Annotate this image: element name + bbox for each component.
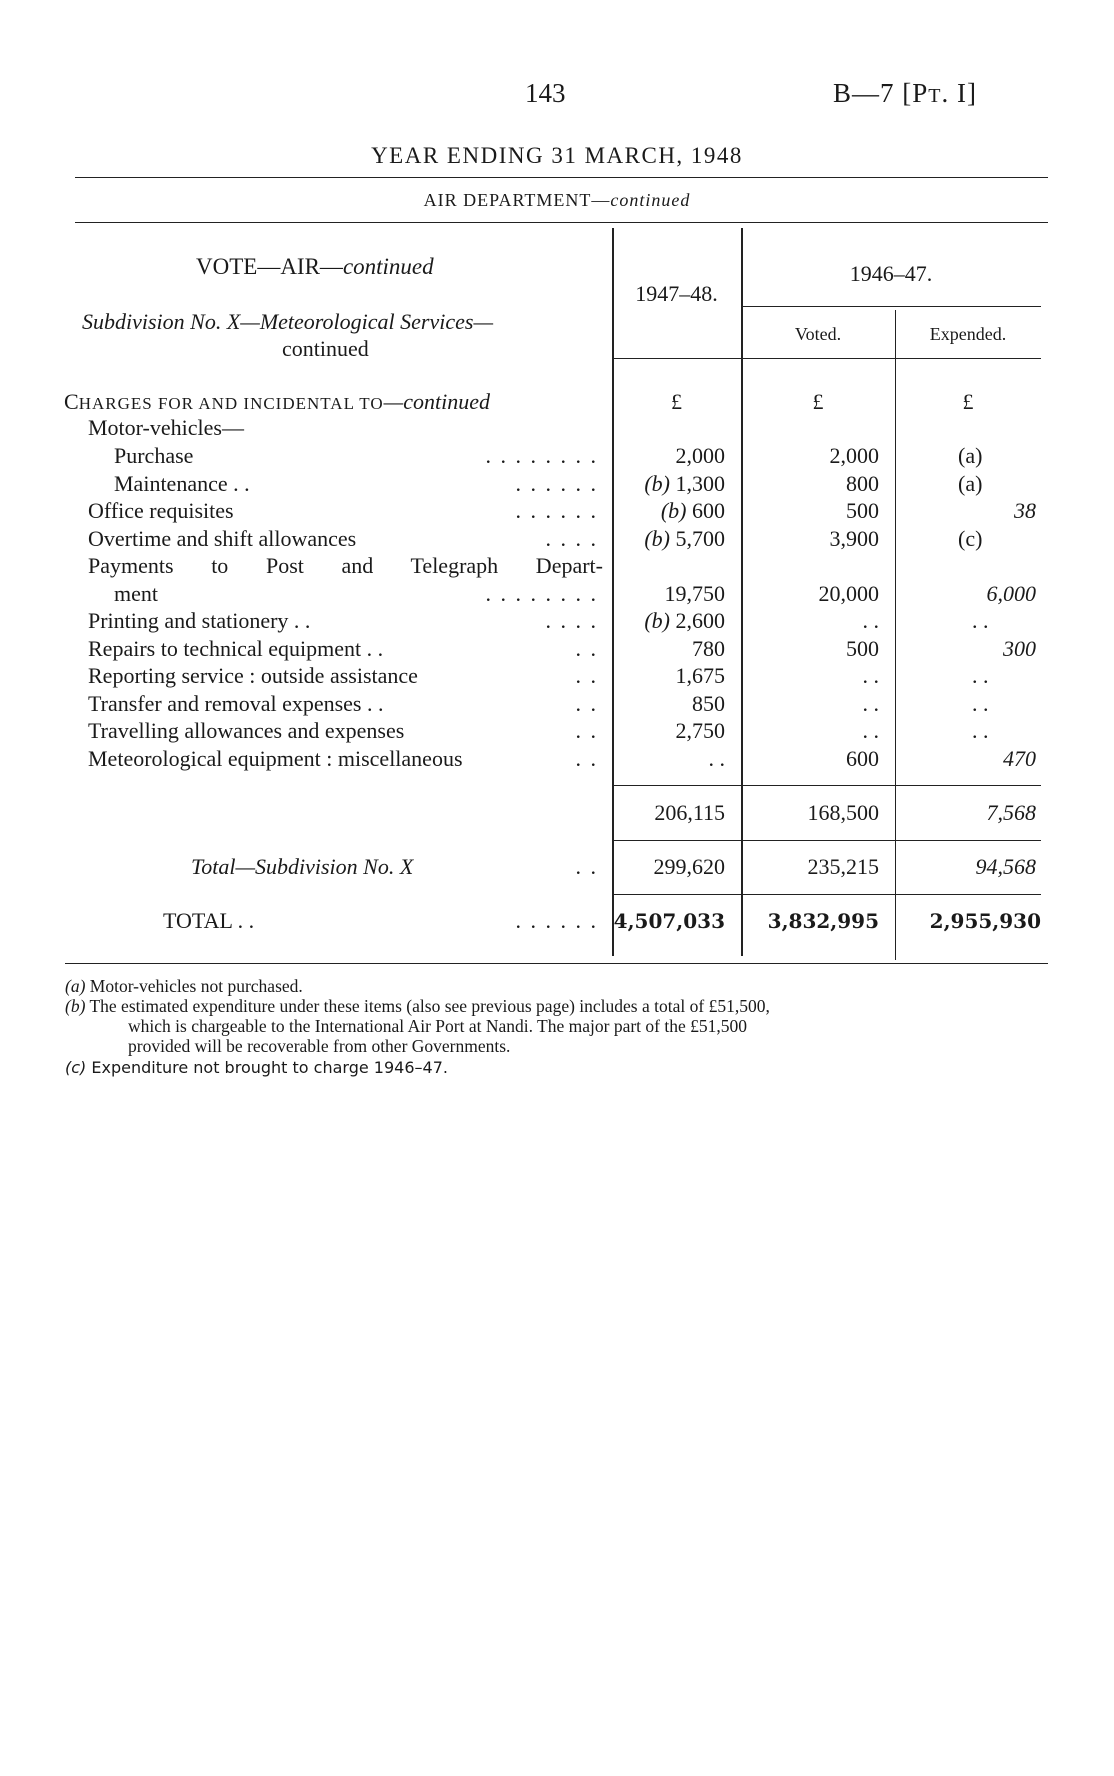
row-leader: . . [575,663,598,688]
currency-estimate: £ [671,389,682,414]
row-estimate: (b) 1,300 [644,471,725,496]
row-estimate: 2,750 [675,718,725,743]
department-title: AIR DEPARTMENT—continued [423,190,691,210]
total-subdivision-voted: 235,215 [807,854,879,879]
row-voted: . . [862,663,879,688]
total-subdivision-expended: 94,568 [975,854,1036,879]
row-expended: (c) [958,526,983,551]
subdivision-title: Subdivision No. X—Meteorological Services— [82,309,494,334]
row-estimate: (b) 600 [660,498,725,523]
row-expended: 300 [1003,636,1036,661]
row-leader: . . [575,636,598,661]
footnote-rule [65,963,1048,964]
row-expended: (a) [958,443,983,468]
row-label: Office requisites [88,498,234,523]
row-estimate: (b) 5,700 [644,526,725,551]
row-label: Payments to Post and Telegraph Depart- [88,553,603,578]
grand-total-leader: . . . . . . [515,908,598,933]
row-label: Maintenance . . [114,471,250,496]
footnote-a: (a) Motor-vehicles not purchased. [65,976,303,996]
row-expended: . . [972,663,989,688]
row-expended: (a) [958,471,983,496]
subdivision-continued: continued [282,336,369,361]
column-rule-estimate [612,228,614,956]
currency-voted: £ [812,389,824,414]
row-label: Meteorological equipment : miscellaneous [88,746,463,771]
year-title: YEAR ENDING 31 MARCH, 1948 [371,143,743,168]
column-header-previous-year: 1946–47. [849,261,933,286]
total-subdivision-leader: . . [575,854,598,879]
row-leader: . . [575,691,598,716]
row-estimate: 780 [692,636,725,661]
row-voted: 500 [846,498,879,523]
row-leader: . . . . . . [515,471,598,496]
page-number: 143 [525,78,566,108]
row-expended: 6,000 [986,581,1036,606]
footnote-b-line-2: which is chargeable to the International Air Port at Nandi. The major part of the £51,500 [128,1016,747,1036]
row-expended: . . [972,718,989,743]
subtotal-estimate: 206,115 [654,800,725,825]
column-header-rule [612,358,1041,359]
row-label: Printing and stationery . . [88,608,311,633]
motor-vehicles-heading: Motor-vehicles— [88,415,244,440]
row-label: Transfer and removal expenses . . [88,691,384,716]
total-top-rule [612,894,1041,895]
currency-expended: £ [962,389,974,414]
vote-title: VOTE—AIR—continued [196,254,434,279]
row-estimate: (b) 2,600 [644,608,725,633]
row-estimate: . . [708,746,725,771]
row-voted: 600 [846,746,879,771]
row-label: ment [114,581,158,606]
row-estimate: 850 [692,691,725,716]
row-estimate: 1,675 [675,663,725,688]
total-subdivision-estimate: 299,620 [653,854,725,879]
page-reference: B—7 [PT. I] [833,78,977,108]
row-label: Purchase [114,443,194,468]
row-voted: 2,000 [829,443,879,468]
total-subdivision-label: Total—Subdivision No. X [191,854,414,879]
column-header-expended: Expended. [929,324,1007,344]
footnote-b-line-3: provided will be recoverable from other Governments. [128,1036,511,1056]
row-estimate: 2,000 [675,443,725,468]
subtotal-bottom-rule [612,840,1041,841]
row-voted: . . [862,718,879,743]
footnote-c: (c) Expenditure not brought to charge 1946–47. [65,1058,448,1077]
column-header-voted: Voted. [794,324,842,344]
year-header-rule [741,306,1041,307]
row-leader: . . . . . . [515,498,598,523]
subtotal-top-rule [612,785,1041,786]
row-expended: 38 [1014,498,1036,523]
row-voted: 20,000 [818,581,879,606]
row-leader: . . [575,746,598,771]
row-expended: 470 [1003,746,1036,771]
grand-total-label: TOTAL . . [163,908,255,933]
row-voted: 500 [846,636,879,661]
row-leader: . . [575,718,598,743]
row-label: Repairs to technical equipment . . [88,636,384,661]
row-label: Overtime and shift allowances [88,526,357,551]
row-voted: 3,900 [829,526,879,551]
charges-heading: CHARGES FOR AND INCIDENTAL TO—continued [64,389,490,414]
row-voted: . . [862,608,879,633]
row-leader: . . . . [545,526,598,551]
footnote-b: (b) The estimated expenditure under these items (also see previous page) includes a total of £51,500, [65,996,770,1016]
subtotal-expended: 7,568 [986,800,1036,825]
grand-total-estimate: 4,507,033 [613,909,725,933]
row-estimate: 19,750 [664,581,725,606]
row-expended: . . [972,691,989,716]
row-leader: . . . . . . . . [485,443,598,468]
grand-total-expended: 2,955,930 [929,909,1041,933]
row-voted: . . [862,691,879,716]
row-label: Travelling allowances and expenses [88,718,405,743]
subtotal-voted: 168,500 [807,800,879,825]
row-voted: 800 [846,471,879,496]
column-header-estimate: 1947–48. [635,281,718,306]
row-label: Reporting service : outside assistance [88,663,418,688]
row-expended: . . [972,608,989,633]
row-leader: . . . . . . . . [485,581,598,606]
row-leader: . . . . [545,608,598,633]
department-rule [75,222,1048,223]
grand-total-voted: 3,832,995 [767,909,879,933]
header-rule [75,177,1048,178]
